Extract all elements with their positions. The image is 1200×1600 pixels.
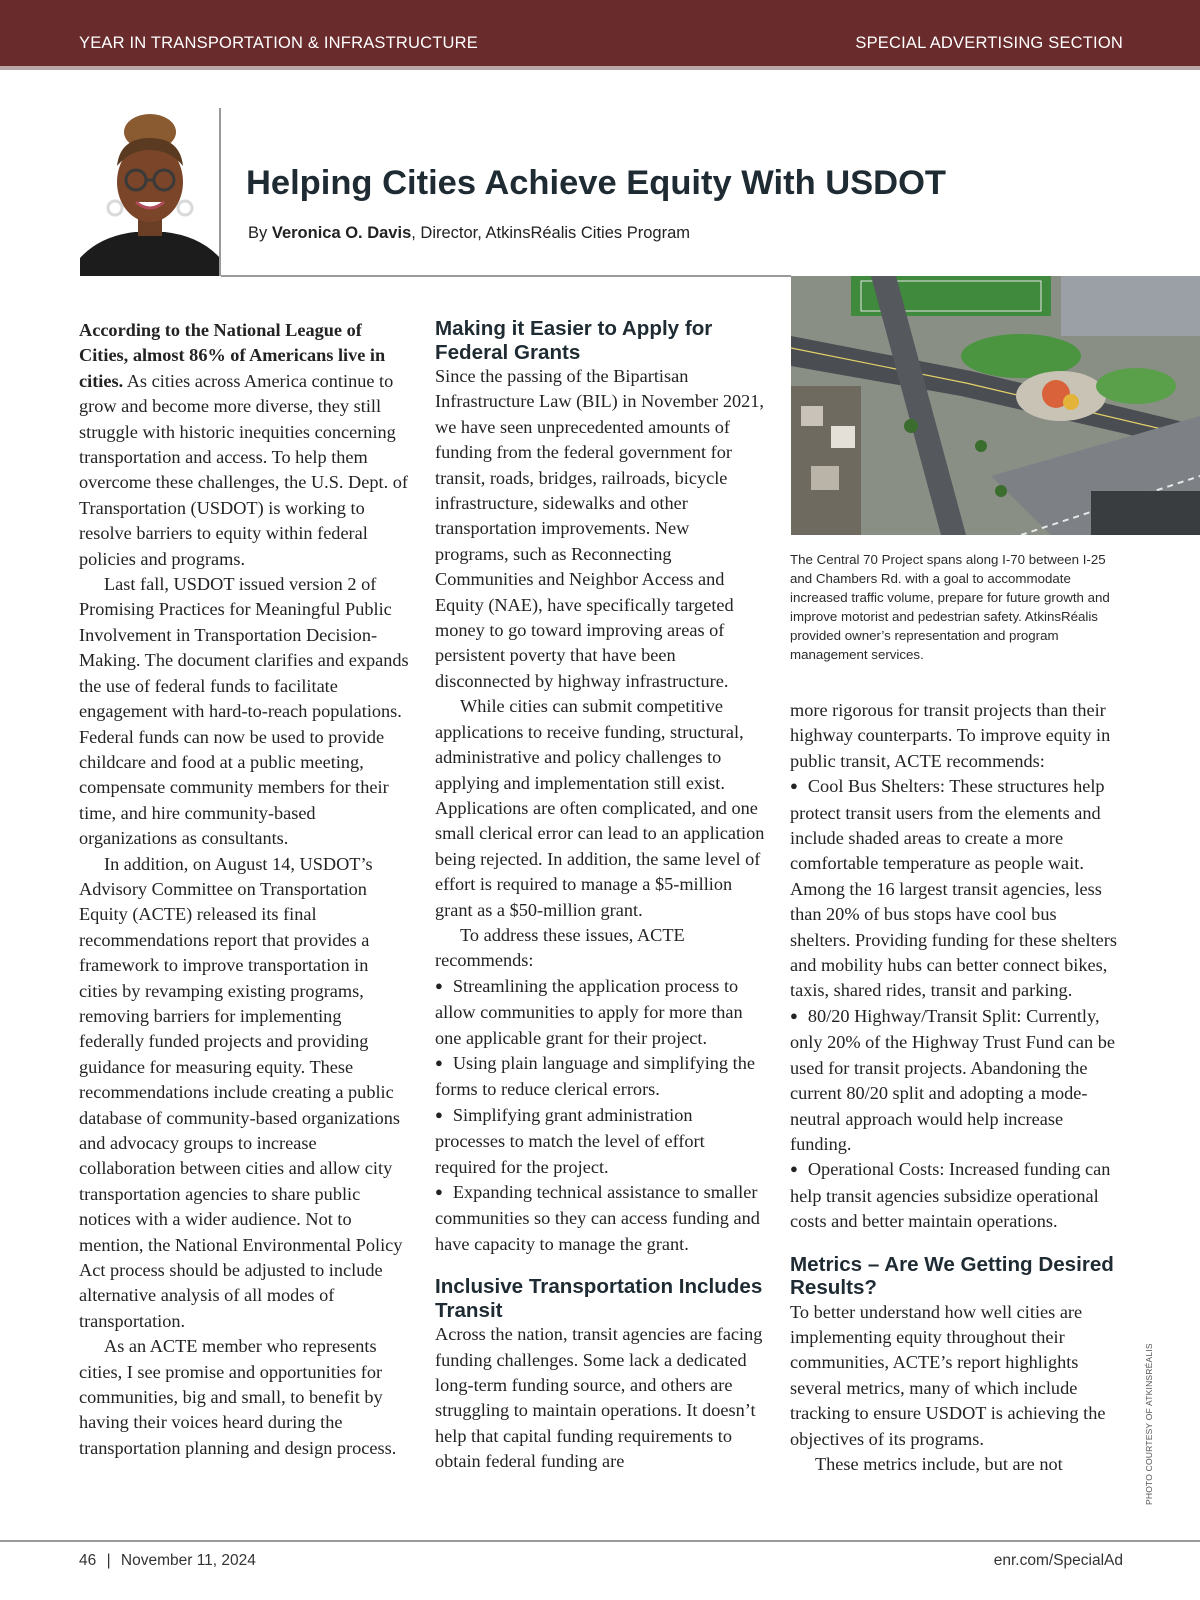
section-label-left: YEAR IN TRANSPORTATION & INFRASTRUCTURE	[79, 34, 478, 52]
section-gap	[790, 1235, 1120, 1253]
photo-credit: PHOTO COURTESY OF ATKINSRÉALIS	[1144, 1343, 1154, 1505]
author-role: , Director, AtkinsRéalis Cities Program	[411, 224, 691, 242]
lead-paragraph	[79, 318, 409, 572]
bullet-item: ● Streamlining the application process to allow communities to apply for more than one applicable grant for their project.	[435, 974, 765, 1051]
header-divider-horizontal	[221, 275, 791, 277]
page-number: 46	[79, 1552, 97, 1569]
article-column-3	[790, 698, 1120, 1477]
section-gap	[435, 1257, 765, 1275]
article-column-1	[79, 318, 409, 1461]
article-title: Helping Cities Achieve Equity With USDOT	[246, 164, 946, 202]
subheading-metrics: Metrics – Are We Getting Desired Results?	[790, 1252, 1114, 1300]
paragraph: As an ACTE member who represents cities, I see promise and opportunities for communities, big and small, to benefit by having their voices heard during the transportation planning and design process.	[79, 1336, 397, 1458]
bullet-item: ● Using plain language and simplifying the forms to reduce clerical errors.	[435, 1051, 765, 1103]
paragraph: Since the passing of the Bipartisan Infrastructure Law (BIL) in November 2021, we have seen unprecedented amounts of funding from the federal government for transit, roads, bridges, railroads, bicycle infrastructure, sidewalks and other transportation improvements. New programs, such as Reconnecting Communities and Neighbor Access and Equity (NAE), have specifically targeted money to go toward improving areas of persistent poverty that have been disconnected by highway infrastructure.	[435, 366, 764, 691]
article-byline	[248, 224, 690, 243]
lead-continuation: As cities across America continue to grow and become more diverse, they still struggle with historic inequities concerning transportation and access. To help them overcome these challenges, the U.S. Dept. of Transportation (USDOT) is working to resolve barriers to equity within federal policies and programs.	[79, 370, 408, 569]
footer-separator: |	[106, 1552, 111, 1569]
paragraph: Across the nation, transit agencies are facing funding challenges. Some lack a dedicated long-term funding source, and others are struggling to maintain operations. It doesn’t help that capital funding requirements to obtain federal funding are	[435, 1324, 763, 1472]
author-portrait	[80, 108, 220, 276]
header-divider-vertical	[219, 108, 221, 276]
footer-divider	[0, 1540, 1200, 1542]
paragraph: While cities can submit competitive applications to receive funding, structural, administrative and policy challenges to applying and implementation still exist. Applications are often complicated, and one small clerical error can lead to an application being rejected. In addition, the same level of effort is required to manage a $5-million grant as a $50-million grant.	[435, 696, 765, 920]
subheading-federal-grants: Making it Easier to Apply for Federal Grants	[435, 317, 713, 364]
bullet-item: ● Operational Costs: Increased funding can help transit agencies subsidize operational costs and better maintain operations.	[790, 1157, 1120, 1234]
paragraph: To better understand how well cities are implementing equity throughout their communities, ACTE’s report highlights several metrics, many of which include tracking to ensure USDOT is achieving the objectives of its programs.	[790, 1301, 1106, 1449]
photo-caption: The Central 70 Project spans along I-70 between I-25 and Chambers Rd. with a goal to accommodate increased traffic volume, prepare for future growth and improve motorist and pedestrian safety. AtkinsRéalis provided owner’s representation and program management services.	[790, 552, 1110, 662]
bullet-item: ● Cool Bus Shelters: These structures help protect transit users from the elements and include shaded areas to create a more comfortable temperature as people wait. Among the 16 largest transit agencies, less than 20% of bus stops have cool bus shelters. Providing funding for these shelters and mobility hubs can better connect bikes, taxis, shared rides, transit and parking.	[790, 774, 1120, 1004]
project-aerial-photo	[791, 276, 1200, 535]
issue-date: November 11, 2024	[120, 1552, 256, 1569]
lead-sentence: According to the National League of Cities, almost 86% of Americans live in cities.	[79, 320, 386, 391]
author-name: Veronica O. Davis	[271, 224, 412, 242]
bullet-item: ● Expanding technical assistance to smaller communities so they can access funding and have capacity to manage the grant.	[435, 1180, 765, 1257]
section-banner	[0, 0, 1200, 66]
subheading-inclusive-transit: Inclusive Transportation Includes Transit	[435, 1275, 763, 1322]
banner-underline	[0, 66, 1200, 70]
section-label-right: SPECIAL ADVERTISING SECTION	[855, 34, 1123, 52]
paragraph: In addition, on August 14, USDOT’s Advisory Committee on Transportation Equity (ACTE) released its final recommendations report that provides a framework to improve transportation in cities by revamping existing programs, removing barriers for implementing federally funded projects and providing guidance for measuring equity. These recommendations include creating a public database of community-based organizations and advocacy groups to increase collaboration between cities and allow city transportation agencies to share public notices with a wider audience. Not to mention, the National Environmental Policy Act process should be adjusted to include alternative analysis of all modes of transportation.	[79, 853, 403, 1331]
bullet-item: ● 80/20 Highway/Transit Split: Currently, only 20% of the Highway Trust Fund can be used for transit projects. Abandoning the current 80/20 split and adopting a mode-neutral approach would help increase funding.	[790, 1004, 1120, 1157]
footer-page-info	[79, 1552, 256, 1570]
article-column-2	[435, 318, 765, 1475]
footer-url: enr.com/SpecialAd	[993, 1552, 1123, 1569]
byline-prefix: By	[248, 224, 272, 242]
paragraph: Last fall, USDOT issued version 2 of Promising Practices for Meaningful Public Involvement in Transportation Decision-Making. The document clarifies and expands the use of federal funds to facilitate engagement with hard-to-reach populations. Federal funds can now be used to provide childcare and food at a public meeting, compensate community members for their time, and hire community-based organizations as consultants.	[79, 574, 409, 849]
paragraph: more rigorous for transit projects than their highway counterparts. To improve equity in public transit, ACTE recommends:	[790, 700, 1111, 771]
bullet-item: ● Simplifying grant administration processes to match the level of effort required for the project.	[435, 1103, 765, 1180]
paragraph: To address these issues, ACTE recommends:	[435, 924, 685, 971]
paragraph: These metrics include, but are not	[815, 1453, 1063, 1474]
